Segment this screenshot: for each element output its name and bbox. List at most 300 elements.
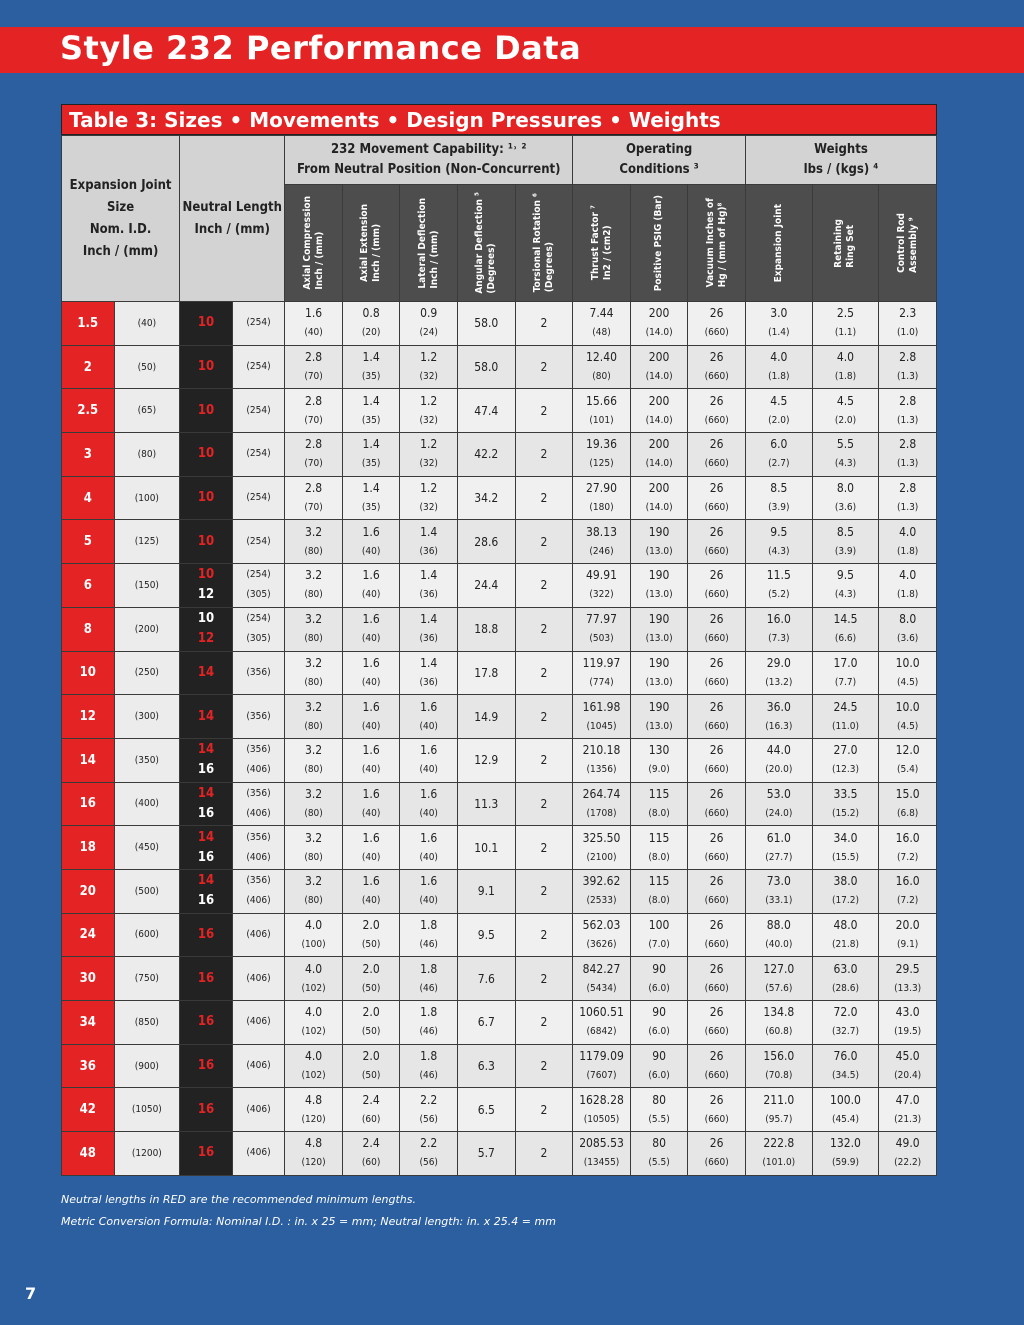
cell-positive-psig [630,957,688,1001]
cell-weight-control-rod-assembly-imperial: 4.0 [899,524,917,539]
cell-lateral-deflection [400,782,458,826]
cell-weight-expansion-joint-imperial: 3.0 [770,306,788,321]
cell-axial-compression-imperial: 4.0 [304,1049,323,1064]
cell-neutral-length-inch [180,651,233,695]
cell-torsional-rotation: 2 [515,1132,573,1176]
cell-axial-extension [342,695,400,739]
header-line: Thrust Factor ⁷ [589,205,601,281]
cell-weight-control-rod-assembly-metric: (19.5) [894,1026,922,1038]
cell-neutral-length-inch [180,564,233,608]
cell-thrust-factor [573,651,631,695]
cell-axial-compression-imperial: 4.8 [304,1092,323,1107]
cell-weight-expansion-joint-metric: (57.6) [765,982,793,994]
cell-axial-compression-metric: (120) [301,1157,326,1169]
cell-thrust-factor-metric: (101) [589,414,614,426]
cell-weight-expansion-joint-metric: (7.3) [768,633,790,645]
header-line: Torsional Rotation ⁶ [531,193,543,293]
cell-neutral-length-inch [180,476,233,520]
neutral-length-value: 12 [197,587,215,603]
cell-axial-compression-imperial: 4.0 [304,1005,323,1020]
cell-axial-compression-metric: (102) [301,982,326,994]
cell-axial-compression [285,433,343,477]
cell-lateral-deflection-imperial: 1.8 [420,1005,438,1020]
cell-neutral-length-mm [232,913,285,957]
neutral-length-value: 16 [197,970,215,986]
cell-size-mm: (65) [114,389,180,433]
cell-angular-deflection: 12.9 [458,738,516,782]
cell-thrust-factor-imperial: 325.50 [582,830,621,845]
cell-weight-expansion-joint-metric: (60.8) [765,1026,793,1038]
cell-weight-expansion-joint [745,869,812,913]
cell-vacuum-metric: (660) [704,545,729,557]
cell-axial-compression-imperial: 3.2 [304,786,323,801]
cell-positive-psig [630,651,688,695]
cell-thrust-factor-imperial: 15.66 [586,393,617,408]
cell-weight-retaining-ring-set-metric: (21.8) [831,938,859,950]
cell-torsional-rotation: 2 [515,389,573,433]
cell-vacuum-metric: (660) [704,764,729,776]
cell-angular-deflection: 14.9 [458,695,516,739]
cell-vacuum [688,564,746,608]
header-line: Expansion Joint [69,177,172,193]
cell-thrust-factor-imperial: 38.13 [586,524,617,539]
cell-lateral-deflection-imperial: 1.2 [420,393,438,408]
cell-positive-psig-imperial: 200 [648,481,670,496]
cell-weight-control-rod-assembly-metric: (3.6) [896,633,919,645]
cell-weight-expansion-joint-metric: (40.0) [765,938,793,950]
cell-lateral-deflection [400,345,458,389]
neutral-length-value: 14 [197,785,215,801]
cell-axial-extension-metric: (40) [361,676,381,688]
cell-angular-deflection: 11.3 [458,782,516,826]
cell-positive-psig-metric: (8.0) [648,851,670,863]
cell-positive-psig-imperial: 200 [648,306,670,321]
cell-angular-deflection: 42.2 [458,433,516,477]
cell-positive-psig-imperial: 115 [648,830,670,845]
performance-table [61,135,937,1176]
cell-size-mm: (300) [114,695,180,739]
column-header-lateral-deflection [400,185,458,302]
cell-weight-control-rod-assembly-metric: (9.1) [896,938,919,950]
header-line: Inch / (mm) [194,221,270,237]
cell-size-inch: 8 [62,607,115,651]
cell-positive-psig-metric: (5.5) [648,1157,670,1169]
table-row [62,738,937,782]
cell-size-inch: 42 [62,1088,115,1132]
cell-axial-extension-metric: (50) [361,938,381,950]
cell-lateral-deflection-imperial: 2.2 [420,1092,438,1107]
cell-weight-retaining-ring-set-imperial: 100.0 [830,1092,861,1107]
cell-weight-retaining-ring-set-metric: (3.9) [834,545,857,557]
cell-torsional-rotation: 2 [515,1088,573,1132]
cell-angular-deflection: 28.6 [458,520,516,564]
cell-neutral-length-inch [180,1088,233,1132]
cell-lateral-deflection [400,738,458,782]
column-header-text [833,219,857,268]
column-header-weight-retaining-ring-set [812,185,879,302]
cell-angular-deflection: 6.3 [458,1044,516,1088]
cell-lateral-deflection [400,1088,458,1132]
cell-weight-expansion-joint-metric: (1.8) [768,371,790,383]
header-line: Nom. I.D. [89,221,152,237]
cell-size-inch: 10 [62,651,115,695]
neutral-length-mm-value: (305) [246,633,271,645]
table-row [62,433,937,477]
cell-weight-expansion-joint-metric: (2.7) [768,458,790,470]
cell-thrust-factor-metric: (774) [589,676,614,688]
cell-lateral-deflection-imperial: 2.2 [420,1136,438,1151]
cell-size-mm: (80) [114,433,180,477]
cell-weight-control-rod-assembly-metric: (6.8) [896,807,919,819]
cell-positive-psig-metric: (5.5) [648,1113,670,1125]
cell-torsional-rotation: 2 [515,607,573,651]
table-row [62,345,937,389]
cell-weight-control-rod-assembly-imperial: 15.0 [895,786,920,801]
cell-vacuum-imperial: 26 [709,961,724,976]
cell-weight-control-rod-assembly-imperial: 2.8 [899,437,917,452]
cell-weight-expansion-joint-metric: (95.7) [765,1113,793,1125]
cell-vacuum-imperial: 26 [709,1005,724,1020]
cell-neutral-length-inch [180,1044,233,1088]
cell-weight-control-rod-assembly [879,564,937,608]
cell-axial-extension-metric: (40) [361,545,381,557]
cell-weight-retaining-ring-set-imperial: 14.5 [833,612,858,627]
cell-weight-control-rod-assembly [879,651,937,695]
table-row [62,1001,937,1045]
cell-size-mm: (850) [114,1001,180,1045]
cell-weight-retaining-ring-set-imperial: 38.0 [833,874,858,889]
performance-table-container [61,104,937,1174]
cell-axial-extension-metric: (35) [361,371,381,383]
cell-thrust-factor [573,389,631,433]
cell-weight-retaining-ring-set [812,607,879,651]
cell-thrust-factor [573,607,631,651]
cell-axial-extension-imperial: 1.4 [362,437,380,452]
cell-lateral-deflection [400,1044,458,1088]
neutral-length-mm-value: (356) [246,875,271,887]
cell-torsional-rotation: 2 [515,869,573,913]
cell-positive-psig-imperial: 115 [648,874,670,889]
cell-lateral-deflection-imperial: 1.2 [420,350,438,365]
cell-axial-extension-imperial: 2.4 [362,1136,380,1151]
cell-positive-psig [630,1088,688,1132]
cell-size-mm: (350) [114,738,180,782]
cell-positive-psig-imperial: 190 [648,655,670,670]
cell-weight-control-rod-assembly-metric: (1.3) [896,371,919,383]
cell-weight-control-rod-assembly [879,869,937,913]
cell-axial-compression-imperial: 4.0 [304,917,323,932]
cell-neutral-length-mm [232,957,285,1001]
cell-torsional-rotation: 2 [515,520,573,564]
cell-weight-control-rod-assembly [879,1044,937,1088]
cell-thrust-factor-metric: (5434) [586,982,617,994]
cell-positive-psig-metric: (14.0) [645,327,673,339]
cell-axial-compression [285,1044,343,1088]
neutral-length-value: 16 [197,893,215,909]
cell-axial-compression-metric: (80) [304,895,323,907]
cell-positive-psig-metric: (13.0) [645,545,673,557]
cell-lateral-deflection-metric: (32) [419,502,438,514]
cell-lateral-deflection-imperial: 1.6 [420,743,438,758]
cell-torsional-rotation: 2 [515,651,573,695]
cell-vacuum-imperial: 26 [709,524,724,539]
cell-positive-psig [630,1132,688,1176]
cell-weight-control-rod-assembly-metric: (22.2) [894,1157,922,1169]
cell-weight-expansion-joint-imperial: 156.0 [763,1049,795,1064]
table-row [62,869,937,913]
neutral-length-mm-value: (356) [246,744,271,756]
cell-weight-control-rod-assembly [879,738,937,782]
cell-positive-psig [630,1044,688,1088]
cell-axial-compression-imperial: 2.8 [304,437,323,452]
column-header-text [590,205,614,280]
cell-weight-expansion-joint [745,826,812,870]
cell-lateral-deflection-metric: (36) [419,589,438,601]
neutral-length-mm-value: (406) [246,895,271,907]
table-row [62,782,937,826]
cell-torsional-rotation: 2 [515,1001,573,1045]
cell-size-mm: (500) [114,869,180,913]
cell-neutral-length-mm [232,1044,285,1088]
cell-axial-compression [285,1132,343,1176]
header-line: Inch / (mm) [82,243,159,259]
cell-weight-retaining-ring-set-metric: (11.0) [831,720,859,732]
cell-weight-control-rod-assembly-imperial: 47.0 [895,1092,920,1107]
neutral-length-value: 14 [197,664,215,680]
cell-vacuum-imperial: 26 [709,743,724,758]
cell-axial-extension-metric: (20) [361,327,381,339]
cell-weight-expansion-joint-imperial: 9.5 [770,524,788,539]
cell-axial-compression-metric: (80) [304,720,323,732]
cell-lateral-deflection-imperial: 1.8 [420,1049,438,1064]
cell-lateral-deflection [400,651,458,695]
cell-axial-extension-imperial: 2.4 [362,1092,380,1107]
cell-vacuum [688,476,746,520]
cell-axial-compression [285,1001,343,1045]
cell-lateral-deflection [400,476,458,520]
header-line: Ring Set [845,224,857,268]
cell-lateral-deflection-imperial: 1.6 [420,874,438,889]
cell-weight-control-rod-assembly-metric: (4.5) [896,720,919,732]
cell-size-mm: (150) [114,564,180,608]
cell-positive-psig-metric: (6.0) [648,1026,670,1038]
header-line: Lateral Deflection [416,197,428,289]
cell-weight-retaining-ring-set [812,651,879,695]
cell-angular-deflection: 58.0 [458,345,516,389]
cell-neutral-length-inch [180,782,233,826]
cell-axial-extension [342,564,400,608]
cell-vacuum-metric: (660) [704,1113,729,1125]
cell-axial-compression-imperial: 3.2 [304,568,323,583]
cell-axial-extension [342,782,400,826]
cell-lateral-deflection-metric: (56) [419,1157,438,1169]
neutral-length-mm-value: (254) [246,569,271,581]
cell-axial-compression [285,913,343,957]
column-header-text [705,198,729,287]
cell-weight-control-rod-assembly-metric: (21.3) [894,1113,922,1125]
cell-weight-control-rod-assembly [879,520,937,564]
column-header-vacuum [688,185,746,302]
table-row [62,913,937,957]
cell-positive-psig-imperial: 190 [648,568,670,583]
neutral-length-value: 14 [197,829,215,845]
cell-weight-retaining-ring-set [812,826,879,870]
cell-weight-control-rod-assembly-imperial: 10.0 [895,699,920,714]
cell-weight-retaining-ring-set-imperial: 132.0 [830,1136,861,1151]
cell-weight-control-rod-assembly [879,389,937,433]
neutral-length-mm-value: (406) [246,807,271,819]
cell-thrust-factor [573,520,631,564]
cell-vacuum-imperial: 26 [709,481,724,496]
neutral-length-value: 16 [197,1014,215,1030]
page-number: 7 [25,1284,37,1303]
cell-weight-retaining-ring-set-metric: (7.7) [834,676,857,688]
cell-axial-compression-metric: (70) [304,414,323,426]
cell-weight-retaining-ring-set-imperial: 5.5 [836,437,855,452]
cell-axial-extension-imperial: 1.4 [362,350,380,365]
table-row [62,520,937,564]
cell-vacuum-imperial: 26 [709,1049,724,1064]
cell-positive-psig [630,738,688,782]
cell-angular-deflection: 9.5 [458,913,516,957]
cell-weight-expansion-joint-imperial: 73.0 [766,874,791,889]
cell-weight-control-rod-assembly-metric: (1.3) [896,458,919,470]
footnote-red-lengths: Neutral lengths in RED are the recommended minimum lengths. [61,1193,417,1206]
neutral-length-mm-value: (254) [246,448,271,460]
cell-weight-expansion-joint [745,782,812,826]
cell-axial-extension-imperial: 1.4 [362,393,380,408]
cell-weight-retaining-ring-set-metric: (32.7) [831,1026,859,1038]
cell-vacuum-metric: (660) [704,327,729,339]
cell-positive-psig-metric: (14.0) [645,414,673,426]
header-line: From Neutral Position (Non-Concurrent) [296,162,561,177]
column-header-text [359,204,383,282]
cell-neutral-length-mm [232,782,285,826]
cell-lateral-deflection-metric: (36) [419,676,438,688]
cell-positive-psig [630,695,688,739]
cell-weight-retaining-ring-set-metric: (4.3) [834,458,857,470]
cell-vacuum-imperial: 26 [709,568,724,583]
cell-weight-control-rod-assembly-metric: (1.3) [896,502,919,514]
cell-positive-psig-metric: (13.0) [645,720,673,732]
neutral-length-mm-value: (254) [246,404,271,416]
cell-thrust-factor-imperial: 1060.51 [579,1005,624,1020]
cell-positive-psig-metric: (7.0) [648,938,670,950]
cell-size-inch: 2 [62,345,115,389]
cell-thrust-factor [573,869,631,913]
cell-positive-psig-imperial: 190 [648,524,670,539]
cell-weight-retaining-ring-set [812,913,879,957]
cell-positive-psig-imperial: 90 [652,1049,666,1064]
cell-lateral-deflection [400,826,458,870]
cell-weight-expansion-joint-metric: (33.1) [765,895,793,907]
cell-axial-extension [342,389,400,433]
cell-neutral-length-mm [232,1001,285,1045]
neutral-length-value: 16 [197,805,215,821]
neutral-length-mm-value: (406) [246,972,271,984]
cell-axial-extension [342,345,400,389]
neutral-length-mm-value: (356) [246,710,271,722]
table-row [62,826,937,870]
cell-lateral-deflection-imperial: 1.4 [420,655,438,670]
cell-neutral-length-inch [180,869,233,913]
cell-weight-expansion-joint-metric: (5.2) [768,589,790,601]
cell-thrust-factor-imperial: 27.90 [586,481,617,496]
cell-thrust-factor [573,782,631,826]
cell-axial-extension [342,1088,400,1132]
cell-torsional-rotation: 2 [515,302,573,346]
cell-positive-psig [630,869,688,913]
cell-size-mm: (400) [114,782,180,826]
cell-axial-compression-metric: (102) [301,1070,326,1082]
cell-vacuum [688,1044,746,1088]
cell-axial-compression [285,651,343,695]
cell-weight-retaining-ring-set [812,1044,879,1088]
cell-lateral-deflection-imperial: 1.6 [420,786,438,801]
cell-thrust-factor-metric: (6842) [586,1026,617,1038]
cell-weight-control-rod-assembly-imperial: 16.0 [895,830,920,845]
table-row [62,476,937,520]
cell-size-mm: (100) [114,476,180,520]
cell-axial-compression-metric: (70) [304,371,323,383]
cell-size-inch: 24 [62,913,115,957]
neutral-length-value: 14 [197,708,215,724]
cell-weight-expansion-joint-metric: (101.0) [762,1157,796,1169]
cell-axial-extension [342,826,400,870]
cell-axial-compression [285,520,343,564]
header-movement-capability [285,136,573,185]
cell-weight-retaining-ring-set-imperial: 8.0 [836,481,855,496]
cell-neutral-length-inch [180,913,233,957]
cell-axial-compression-metric: (80) [304,633,323,645]
cell-axial-compression [285,782,343,826]
cell-thrust-factor-imperial: 161.98 [582,699,621,714]
cell-weight-control-rod-assembly-metric: (13.3) [894,982,922,994]
neutral-length-mm-value: (254) [246,492,271,504]
cell-weight-retaining-ring-set-imperial: 48.0 [833,917,858,932]
cell-axial-extension-metric: (35) [361,502,381,514]
column-header-thrust-factor [573,185,631,302]
cell-thrust-factor [573,695,631,739]
cell-thrust-factor [573,564,631,608]
cell-weight-retaining-ring-set-imperial: 8.5 [836,524,855,539]
cell-size-inch: 16 [62,782,115,826]
cell-lateral-deflection [400,1132,458,1176]
header-line: (Degrees) [486,243,498,294]
neutral-length-mm-value: (406) [246,1147,271,1159]
cell-size-mm: (250) [114,651,180,695]
cell-weight-control-rod-assembly [879,1132,937,1176]
cell-weight-control-rod-assembly-metric: (7.2) [896,895,919,907]
cell-thrust-factor-metric: (2533) [586,895,617,907]
cell-vacuum-metric: (660) [704,1026,729,1038]
cell-weight-retaining-ring-set [812,782,879,826]
cell-lateral-deflection [400,607,458,651]
cell-positive-psig [630,564,688,608]
header-line: Conditions ³ [619,162,699,177]
neutral-length-mm-value: (254) [246,361,271,373]
cell-weight-retaining-ring-set-metric: (1.1) [834,327,857,339]
cell-axial-compression-metric: (102) [301,1026,326,1038]
cell-weight-retaining-ring-set-imperial: 9.5 [836,568,855,583]
cell-angular-deflection: 24.4 [458,564,516,608]
cell-thrust-factor [573,1088,631,1132]
cell-lateral-deflection [400,695,458,739]
cell-weight-retaining-ring-set-metric: (2.0) [834,414,857,426]
cell-thrust-factor [573,433,631,477]
cell-weight-retaining-ring-set-imperial: 4.0 [836,350,855,365]
cell-size-mm: (125) [114,520,180,564]
